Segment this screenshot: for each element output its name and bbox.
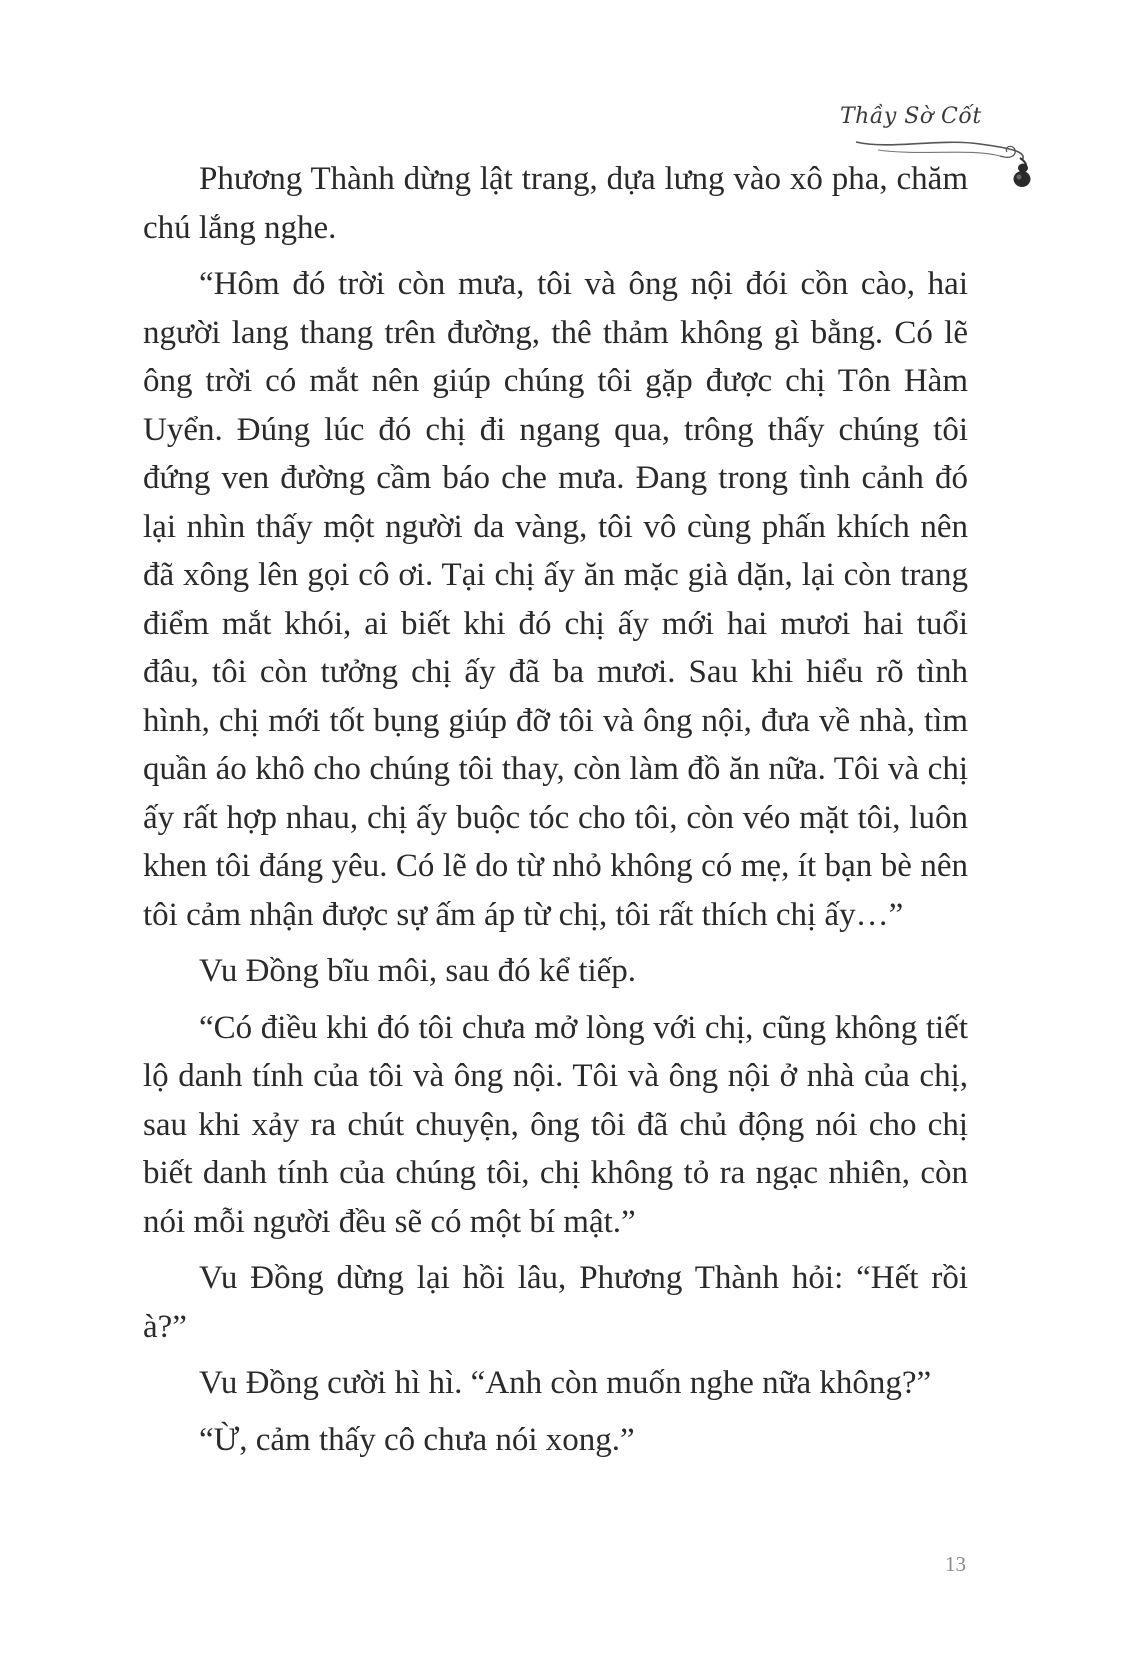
page-number: 13 — [945, 1552, 966, 1576]
running-title: Thầy Sờ Cốt — [840, 104, 982, 129]
paragraph-2: “Hôm đó trời còn mưa, tôi và ông nội đói cồn cào, hai người lang thang trên đường, thê thảm không gì bằng. Có lẽ ông trời có mắt nên giúp chúng tôi gặp được chị Tôn Hàm Uyển. Đúng lúc đó chị đi ngang qua, trông thấy chúng tôi đứng ven đường cầm báo che mưa. Đang trong tình cảnh đó lại nhìn thấy một người da vàng, tôi vô cùng phấn khích nên đã xông lên gọi cô ơi. Tại chị ấy ăn mặc già dặn, lại còn trang điểm mắt khói, ai biết khi đó chị ấy mới hai mươi hai tuổi đâu, tôi còn tưởng chị ấy đã ba mươi. Sau khi hiểu rõ tình hình, chị mới tốt bụng giúp đỡ tôi và ông nội, đưa về nhà, tìm quần áo khô cho chúng tôi thay, còn làm đồ ăn nữa. Tôi và chị ấy rất hợp nhau, chị ấy buộc tóc cho tôi, còn véo mặt tôi, luôn khen tôi đáng yêu. Có lẽ do từ nhỏ không có mẹ, ít bạn bè nên tôi cảm nhận được sự ấm áp từ chị, tôi rất thích chị ấy…” — [143, 266, 968, 933]
paragraph-3: Vu Đồng bĩu môi, sau đó kể tiếp. — [199, 953, 637, 989]
paragraph-5: Vu Đồng dừng lại hồi lâu, Phương Thành hỏi: “Hết rồi à?” — [143, 1260, 968, 1345]
paragraph-7: “Ừ, cảm thấy cô chưa nói xong.” — [199, 1421, 635, 1458]
paragraph-6: Vu Đồng cười hì hì. “Anh còn muốn nghe nữa không?” — [199, 1365, 932, 1401]
paragraph-4: “Có điều khi đó tôi chưa mở lòng với chị, cũng không tiết lộ danh tính của tôi và ông nội. Tôi và ông nội ở nhà của chị, sau khi xảy ra chút chuyện, ông tôi đã chủ động nói cho chị biết danh tính của chúng tôi, chị không tỏ ra ngạc nhiên, còn nói mỗi người đều sẽ có một bí mật.” — [143, 1009, 968, 1240]
paragraph-1: Phương Thành dừng lật trang, dựa lưng vào xô pha, chăm chú lắng nghe. — [143, 161, 968, 246]
body-text — [143, 155, 968, 1472]
